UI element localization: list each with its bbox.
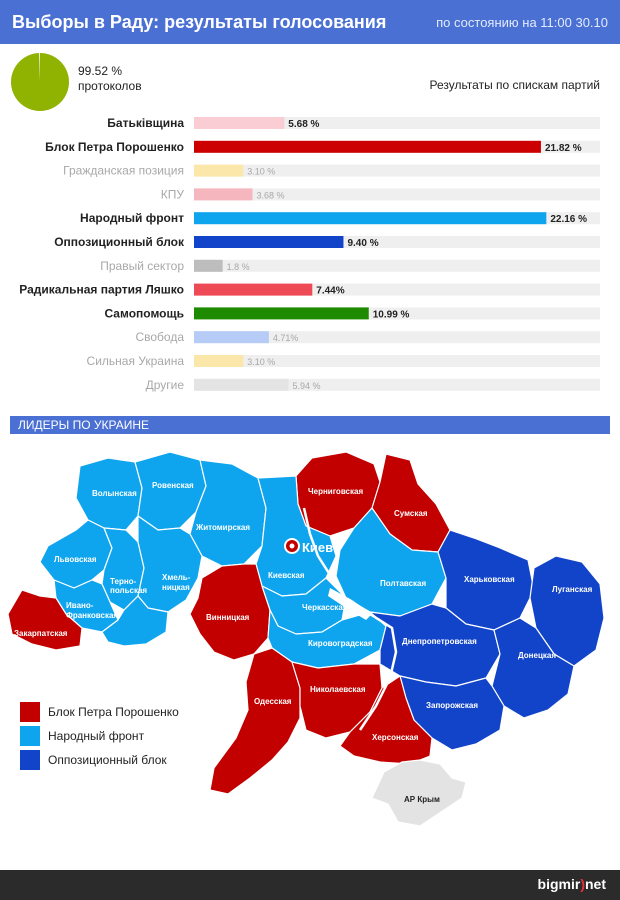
bar-category-label: Радикальная партия Ляшко bbox=[19, 282, 184, 297]
bar-category-label: Блок Петра Порошенко bbox=[45, 139, 184, 154]
site-logo[interactable] bbox=[538, 876, 606, 892]
results-title: Результаты по спискам партий bbox=[429, 78, 600, 92]
bar-row bbox=[45, 140, 600, 154]
label-chernihivska: Черниговская bbox=[308, 487, 364, 496]
protocols-pie bbox=[10, 52, 70, 112]
bar-row bbox=[87, 354, 600, 368]
logo-end: net bbox=[585, 876, 606, 892]
bar bbox=[194, 379, 288, 391]
label-khersonska: Херсонская bbox=[372, 733, 419, 742]
header bbox=[0, 0, 620, 44]
label-chernivetska: Черновицкая bbox=[116, 649, 169, 658]
bar-value-label: 22.16 % bbox=[550, 214, 588, 226]
footer bbox=[0, 870, 620, 900]
bar-category-label: Другие bbox=[145, 377, 184, 392]
protocols-label: протоколов bbox=[78, 79, 142, 93]
label-sumska: Сумская bbox=[394, 509, 428, 518]
bar bbox=[194, 188, 253, 200]
legend-swatch bbox=[20, 726, 40, 746]
bar bbox=[194, 260, 223, 272]
bar bbox=[194, 331, 269, 343]
bar-row bbox=[80, 211, 600, 225]
bar bbox=[194, 212, 546, 224]
bar-row bbox=[54, 235, 600, 249]
label-luhanska: Луганская bbox=[552, 585, 593, 594]
bar-track bbox=[194, 260, 600, 272]
map-section-title: ЛИДЕРЫ ПО УКРАИНЕ bbox=[10, 416, 610, 434]
bar-value-label: 5.68 % bbox=[288, 119, 320, 130]
legend-item-front bbox=[20, 724, 179, 748]
bar bbox=[194, 284, 312, 296]
legend-label: Народный фронт bbox=[48, 729, 145, 743]
legend-swatch bbox=[20, 702, 40, 722]
logo-main: bigmir bbox=[537, 876, 581, 892]
legend-label: Оппозиционный блок bbox=[48, 753, 167, 767]
label-dnipropetrovska: Днепропетровская bbox=[402, 637, 477, 646]
label-odeska: Одесская bbox=[254, 697, 292, 706]
bar-value-label: 3.68 % bbox=[256, 190, 285, 201]
bar-value-label: 3.10 % bbox=[247, 357, 276, 367]
bar-value-label: 9.40 % bbox=[347, 238, 379, 249]
party-bar-chart bbox=[0, 112, 620, 402]
bar-row bbox=[63, 164, 600, 178]
bar-category-label: Правый сектор bbox=[100, 258, 184, 273]
label-zhytomyrska: Житомирская bbox=[196, 523, 251, 532]
label-ivano-frankivska-2: Франковская bbox=[66, 611, 119, 620]
bar-value-label: 21.82 % bbox=[544, 142, 582, 154]
legend-item-poroshenko bbox=[20, 700, 179, 724]
bar-category-label: Оппозиционный блок bbox=[54, 235, 184, 249]
legend-swatch bbox=[20, 750, 40, 770]
bar-value-label: 7.44% bbox=[316, 285, 345, 297]
label-poltavska: Полтавская bbox=[380, 579, 427, 588]
region-lvivska bbox=[40, 520, 112, 588]
bar-value-label: 10.99 % bbox=[372, 309, 410, 321]
bar-value-label: 5.94 % bbox=[292, 380, 321, 391]
label-crimea: АР Крым bbox=[404, 795, 440, 804]
bar-row bbox=[161, 187, 600, 201]
label-kirovohradska: Кировоградская bbox=[308, 639, 373, 648]
region-vinnytska bbox=[190, 564, 270, 660]
bar-value-label: 4.71% bbox=[272, 333, 299, 344]
label-kyivska: Киевская bbox=[268, 571, 305, 580]
label-cherkaska: Черкасская bbox=[302, 603, 348, 612]
page-title: Выборы в Раду: результаты голосования bbox=[12, 11, 387, 32]
bar-track bbox=[194, 188, 600, 200]
bar-row bbox=[107, 116, 600, 130]
bar-row bbox=[19, 283, 600, 297]
bar-row bbox=[104, 306, 600, 320]
protocols-pie-chart bbox=[10, 52, 70, 112]
ukraine-map bbox=[0, 438, 620, 868]
bar bbox=[194, 165, 243, 177]
label-ternopilska-2: польская bbox=[110, 586, 148, 595]
label-zakarpatska: Закарпатская bbox=[14, 629, 68, 638]
bar-category-label: Сильная Украина bbox=[86, 354, 184, 368]
bar-category-label: Гражданская позиция bbox=[63, 163, 184, 178]
bar-category-label: Самопомощь bbox=[104, 306, 184, 321]
bar bbox=[194, 236, 343, 248]
label-ternopilska-1: Терно- bbox=[110, 577, 137, 586]
label-lvivska: Львовская bbox=[54, 555, 97, 564]
bar bbox=[194, 307, 369, 319]
protocols-percent: 99.52 % bbox=[78, 64, 123, 78]
bar-value-label: 1.8 % bbox=[226, 261, 250, 272]
bar bbox=[194, 117, 284, 129]
region-crimea bbox=[372, 760, 466, 826]
bar-value-label: 3.10 % bbox=[247, 166, 276, 177]
logo-glyph: ) bbox=[580, 876, 585, 892]
protocols-info bbox=[78, 64, 142, 94]
label-ivano-frankivska-1: Ивано- bbox=[66, 601, 94, 610]
kyiv-marker-dot bbox=[290, 544, 295, 549]
label-mykolaivska: Николаевская bbox=[310, 685, 366, 694]
bar-category-label: КПУ bbox=[160, 187, 184, 202]
bar-row bbox=[135, 330, 600, 344]
bar bbox=[194, 141, 541, 153]
label-vinnytska: Винницкая bbox=[206, 613, 250, 622]
label-kharkivska: Харьковская bbox=[464, 575, 515, 584]
label-volynska: Волынская bbox=[92, 489, 137, 498]
bar-category-label: Батьківщина bbox=[107, 116, 184, 130]
label-donetska: Донецкая bbox=[518, 651, 557, 660]
bar bbox=[194, 355, 243, 367]
bar-row bbox=[146, 378, 600, 392]
label-zaporizka: Запорожская bbox=[426, 701, 478, 710]
timestamp: по состоянию на 11:00 30.10 bbox=[436, 14, 608, 30]
region-odeska bbox=[210, 648, 300, 794]
label-rivnenska: Ровенская bbox=[152, 481, 194, 490]
legend-item-opposition bbox=[20, 748, 179, 772]
map-legend bbox=[20, 700, 179, 772]
bar-row bbox=[100, 259, 600, 273]
bar-category-label: Народный фронт bbox=[80, 211, 184, 226]
bar-category-label: Свобода bbox=[135, 330, 184, 345]
label-khmelnytska-2: ницкая bbox=[162, 583, 190, 592]
label-khmelnytska-1: Хмель- bbox=[162, 573, 191, 582]
kyiv-label: Киев bbox=[302, 540, 334, 555]
legend-label: Блок Петра Порошенко bbox=[48, 705, 179, 719]
